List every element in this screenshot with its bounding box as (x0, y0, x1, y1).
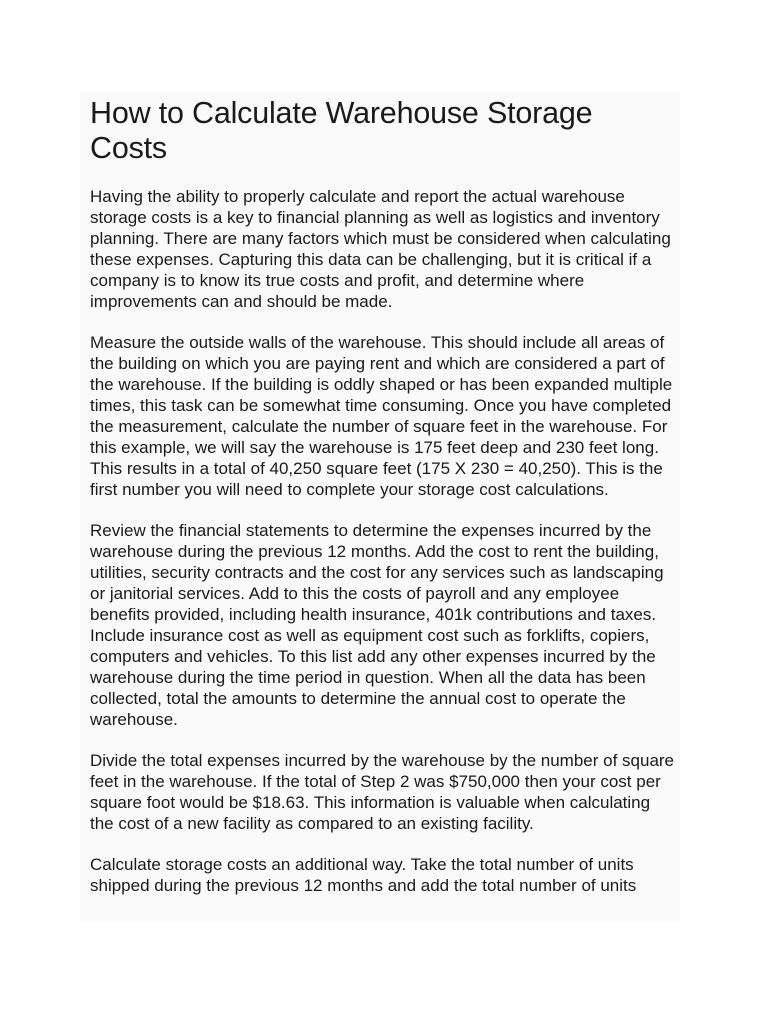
paragraph-intro: Having the ability to properly calculate and report the actual warehouse storage costs is a key to financial planning as well as logistics and inventory planning. There are many factors which must be considered when calculating these expenses. Capturing this data can be challenging, but it is critical if a company is to know its true costs and profit, and determine where improvements can and should be made. (90, 187, 671, 311)
document-page (80, 92, 680, 922)
paragraph-measure-walls: Measure the outside walls of the warehouse. This should include all areas of the building on which you are paying rent and which are considered a part of the warehouse. If the building is oddly shaped or has been expanded multiple times, this task can be somewhat time consuming. Once you have completed the measurement, calculate the number of square feet in the warehouse. For this example, we will say the warehouse is 175 feet deep and 230 feet long. This results in a total of 40,250 square feet (175 X 230 = 40,250). This is the first number you will need to complete your storage cost calculations. (90, 333, 673, 499)
document-title: How to Calculate Warehouse Storage Costs (90, 96, 593, 165)
article-body (90, 92, 675, 896)
paragraph-units-shipped: Calculate storage costs an additional way. Take the total number of units shipped during the previous 12 months and add the total number of units (90, 855, 637, 895)
paragraph-review-financials: Review the financial statements to determine the expenses incurred by the warehouse during the previous 12 months. Add the cost to rent the building, utilities, security contracts and the cost for any services such as landscaping or janitorial services. Add to this the costs of payroll and any employee benefits provided, including health insurance, 401k contributions and taxes. Include insurance cost as well as equipment cost such as forklifts, copiers, computers and vehicles. To this list add any other expenses incurred by the warehouse during the time period in question. When all the data has been collected, total the amounts to determine the annual cost to operate the warehouse. (90, 521, 664, 729)
paragraph-divide-expenses: Divide the total expenses incurred by the warehouse by the number of square feet in the warehouse. If the total of Step 2 was $750,000 then your cost per square foot would be $18.63. This information is valuable when calculating the cost of a new facility as compared to an existing facility. (90, 751, 675, 833)
